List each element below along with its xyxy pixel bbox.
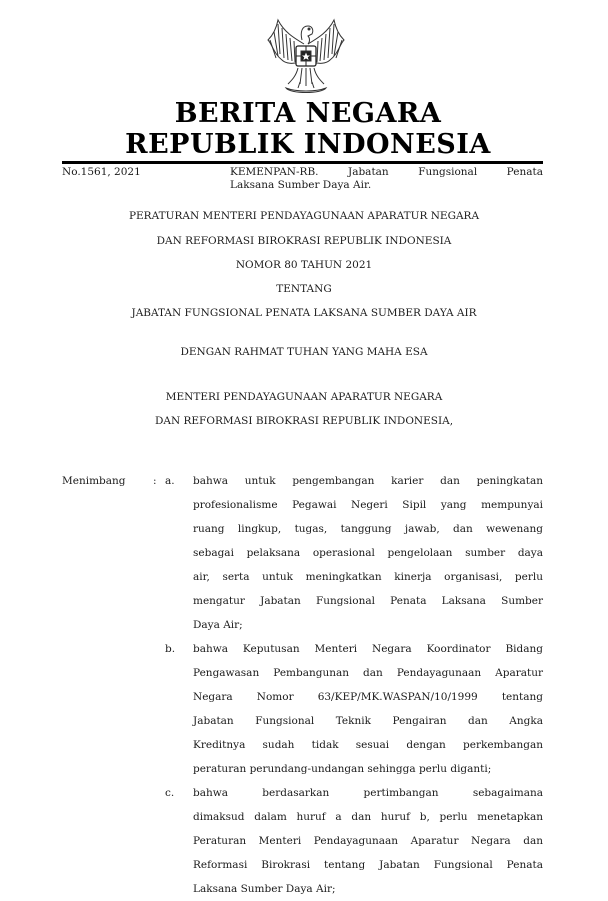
- item-line: Negara Nomor 63/KEP/MK.WASPAN/10/1999 tentang: [193, 691, 543, 703]
- regulation-number: NOMOR 80 TAHUN 2021: [235, 259, 373, 271]
- item-line: mengatur Jabatan Fungsional Penata Laksana Sumber: [193, 595, 543, 607]
- item-line: Peraturan Menteri Pendayagunaan Aparatur Negara dan: [193, 835, 543, 847]
- item-line: ruang lingkup, tugas, tanggung jawab, dan wewenang: [193, 523, 543, 535]
- invocation: DENGAN RAHMAT TUHAN YANG MAHA ESA: [180, 346, 428, 358]
- item-line: Laksana Sumber Daya Air;: [193, 883, 336, 895]
- garuda-pancasila-emblem-icon: [256, 14, 356, 98]
- document-number: No.1561, 2021: [62, 166, 141, 178]
- item-line: dimaksud dalam huruf a dan huruf b, perlu menetapkan: [193, 811, 543, 823]
- regulation-subject: JABATAN FUNGSIONAL PENATA LAKSANA SUMBER DAYA AIR: [131, 307, 477, 319]
- masthead-divider: [62, 161, 543, 164]
- regulation-about-label: TENTANG: [276, 283, 332, 295]
- document-subject: [230, 166, 543, 192]
- item-line: Daya Air;: [193, 619, 243, 631]
- item-line: Reformasi Birokrasi tentang Jabatan Fungsional Penata: [193, 859, 543, 871]
- item-line: bahwa berdasarkan pertimbangan sebagaimana: [193, 787, 543, 799]
- regulation-title-line1: PERATURAN MENTERI PENDAYAGUNAAN APARATUR NEGARA: [128, 210, 480, 222]
- considering-colon: :: [153, 475, 157, 487]
- item-line: air, serta untuk meningkatkan kinerja organisasi, perlu: [193, 571, 543, 583]
- masthead-title-line2: REPUBLIK INDONESIA: [125, 129, 491, 160]
- item-line: Pengawasan Pembangunan dan Pendayagunaan Aparatur: [193, 667, 543, 679]
- item-line: bahwa Keputusan Menteri Negara Koordinator Bidang: [193, 643, 543, 655]
- item-line: bahwa untuk pengembangan karier dan peningkatan: [193, 475, 543, 487]
- item-text: [193, 469, 543, 637]
- item-letter: a.: [165, 475, 175, 487]
- item-line: Kreditnya sudah tidak sesuai dengan perkembangan: [193, 739, 543, 751]
- issuer-line1: MENTERI PENDAYAGUNAAN APARATUR NEGARA: [165, 391, 443, 403]
- document-subject-line2: Laksana Sumber Daya Air.: [230, 179, 372, 191]
- item-line: Jabatan Fungsional Teknik Pengairan dan Angka: [193, 715, 543, 727]
- item-text: [193, 637, 543, 781]
- considering-label: Menimbang: [62, 475, 126, 487]
- document-subject-line1: KEMENPAN-RB. Jabatan Fungsional Penata: [230, 166, 543, 178]
- item-text: [193, 781, 543, 901]
- item-letter: b.: [165, 643, 176, 655]
- item-line: sebagai pelaksana operasional pengelolaan sumber daya: [193, 547, 543, 559]
- masthead-title-line1: BERITA NEGARA: [174, 98, 442, 129]
- item-letter: c.: [165, 787, 175, 799]
- item-line: profesionalisme Pegawai Negeri Sipil yang mempunyai: [193, 499, 543, 511]
- item-line: peraturan perundang-undangan sehingga perlu diganti;: [193, 763, 492, 775]
- issuer-line2: DAN REFORMASI BIROKRASI REPUBLIK INDONESIA,: [154, 415, 454, 427]
- regulation-title-line2: DAN REFORMASI BIROKRASI REPUBLIK INDONESIA: [156, 235, 452, 247]
